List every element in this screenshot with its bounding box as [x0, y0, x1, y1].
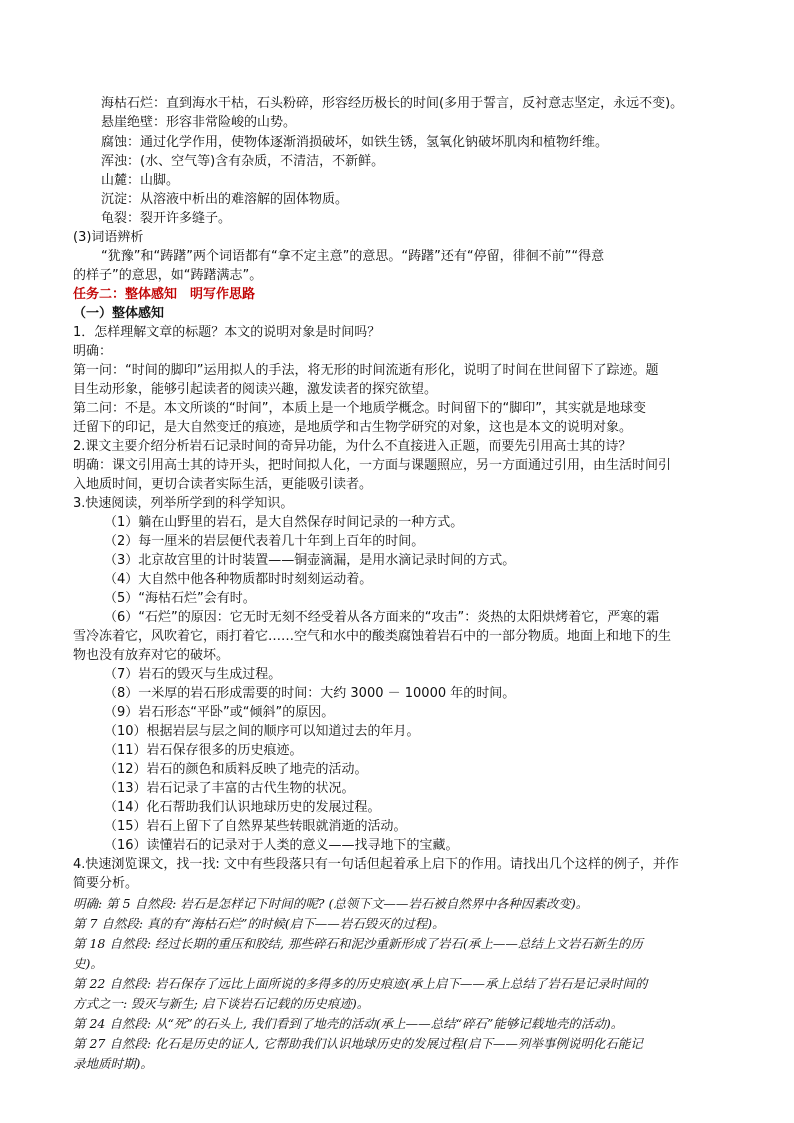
list-item: （1）躺在山野里的岩石，是大自然保存时间记录的一种方式。 — [104, 515, 464, 530]
task-title: 任务二：整体感知 明写作思路 — [73, 287, 256, 302]
paragraph-line: 入地质时间，更切合读者实际生活，更能吸引读者。 — [73, 477, 373, 492]
paragraph-line: 第二问：不是。本文所谈的“时间”，本质上是一个地质学概念。时间留下的“脚印”，其实就是地球变 — [73, 401, 646, 416]
answer-line: 第 22 自然段: 岩石保存了远比上面所说的多得多的历史痕迹(承上启下——承上总结了岩石是记录时间的 — [73, 976, 648, 991]
list-item: （16）读懂岩石的记录对于人类的意义——找寻地下的宝藏。 — [104, 838, 459, 853]
list-item: （9）岩石形态“平卧”或“倾斜”的原因。 — [104, 705, 335, 720]
answer-line: 第 7 自然段: 真的有“海枯石烂”的时候(启下——岩石毁灭的过程)。 — [73, 916, 445, 931]
paragraph-line: 迁留下的印记，是大自然变迁的痕迹，是地质学和古生物学研究的对象，这也是本文的说明对象。 — [73, 420, 633, 435]
answer-line: 方式之一: 毁灭与新生; 启下谈岩石记载的历史痕迹)。 — [73, 996, 370, 1011]
list-item: （3）北京故宫里的计时装置——铜壶滴漏，是用水滴记录时间的方式。 — [104, 553, 516, 568]
answer-line: 第 27 自然段: 化石是历史的证人, 它帮助我们认识地球历史的发展过程(启下——列举事例说明化石能记 — [73, 1036, 643, 1051]
paragraph-line: 的样子”的意思，如“踌躇满志”。 — [73, 268, 263, 283]
answer-label: 明确： — [73, 344, 113, 359]
list-item: （5）“海枯石烂”会有时。 — [104, 591, 256, 606]
paragraph-line: 明确：课文引用高士其的诗开头，把时间拟人化，一方面与课题照应，另一方面通过引用，由生活时间引 — [73, 458, 672, 473]
list-item: （4）大自然中他各种物质都时时刻刻运动着。 — [104, 572, 373, 587]
answer-line: 史)。 — [73, 956, 103, 971]
question: 2.课文主要介绍分析岩石记录时间的奇异功能，为什么不直接进入正题，而要先引用高士其的诗？ — [73, 439, 632, 454]
vocab-item: 悬崖绝壁：形容非常险峻的山势。 — [101, 115, 297, 130]
list-item: （11）岩石保存很多的历史痕迹。 — [104, 743, 303, 758]
question: 3.快速阅读，列举所学到的科学知识。 — [73, 496, 294, 511]
answer-line: 明确: 第 5 自然段: 岩石是怎样记下时间的呢? (总领下文——岩石被自然界中各种因素改变)。 — [73, 896, 589, 911]
list-item: 物也没有放弃对它的破坏。 — [73, 648, 230, 663]
list-item: 雪冷冻着它，风吹着它，雨打着它……空气和水中的酸类腐蚀着岩石中的一部分物质。地面上和地下的生 — [73, 629, 672, 644]
list-item: （6）“石烂”的原因：它无时无刻不经受着从各方面来的“攻击”：炎热的太阳烘烤着它，严寒的霜 — [104, 610, 660, 625]
answer-line: 录地质时期)。 — [73, 1056, 153, 1071]
vocab-item: 山麓：山脚。 — [101, 173, 180, 188]
question: 4.快速浏览课文，找一找: 文中有些段落只有一句话但起着承上启下的作用。请找出几个这样的例子，并作 — [73, 857, 679, 872]
list-item: （12）岩石的颜色和质料反映了地壳的活动。 — [104, 762, 368, 777]
question: 简要分析。 — [73, 876, 139, 891]
vocab-item: 浑浊：(水、空气等)含有杂质，不清洁，不新鲜。 — [101, 154, 385, 169]
answer-line: 第 18 自然段: 经过长期的重压和胶结, 那些碎石和泥沙重新形成了岩石(承上——总结上文岩石新生的历 — [73, 936, 643, 951]
vocab-item: 腐蚀：通过化学作用，使物体逐渐消损破坏，如铁生锈，氢氧化钠破坏肌肉和植物纤维。 — [101, 135, 609, 150]
vocab-item: 海枯石烂：直到海水干枯，石头粉碎，形容经历极长的时间(多用于誓言，反衬意志坚定，永远不变)。 — [101, 96, 684, 111]
vocab-item: 龟裂：裂开许多缝子。 — [101, 211, 232, 226]
paragraph-line: 目生动形象，能够引起读者的阅读兴趣，激发读者的探究欲望。 — [73, 382, 438, 397]
question: 1．怎样理解文章的标题？本文的说明对象是时间吗？ — [73, 325, 381, 340]
vocab-item: 沉淀：从溶液中析出的难溶解的固体物质。 — [101, 192, 349, 207]
sub-heading: （一）整体感知 — [73, 306, 165, 321]
list-item: （8）一米厚的岩石形成需要的时间：大约 3000 － 10000 年的时间。 — [104, 686, 516, 701]
list-item: （2）每一厘米的岩层便代表着几十年到上百年的时间。 — [104, 534, 425, 549]
section-heading: (3)词语辨析 — [73, 230, 144, 245]
answer-line: 第 24 自然段: 从“死”的石头上, 我们看到了地壳的活动(承上——总结“碎石”能够记载地壳的活动)。 — [73, 1016, 624, 1031]
paragraph-line: 第一问：“时间的脚印”运用拟人的手法，将无形的时间流逝有形化，说明了时间在世间留下了踪迹。题 — [73, 363, 659, 378]
list-item: （15）岩石上留下了自然界某些转眼就消逝的活动。 — [104, 819, 407, 834]
paragraph-line: “犹豫”和“踌躇”两个词语都有“拿不定主意”的意思。“踌躇”还有“停留，徘徊不前”“得意 — [101, 249, 605, 264]
list-item: （14）化石帮助我们认识地球历史的发展过程。 — [104, 800, 381, 815]
list-item: （7）岩石的毁灭与生成过程。 — [104, 667, 282, 682]
list-item: （10）根据岩层与层之间的顺序可以知道过去的年月。 — [104, 724, 420, 739]
list-item: （13）岩石记录了丰富的古代生物的状况。 — [104, 781, 355, 796]
